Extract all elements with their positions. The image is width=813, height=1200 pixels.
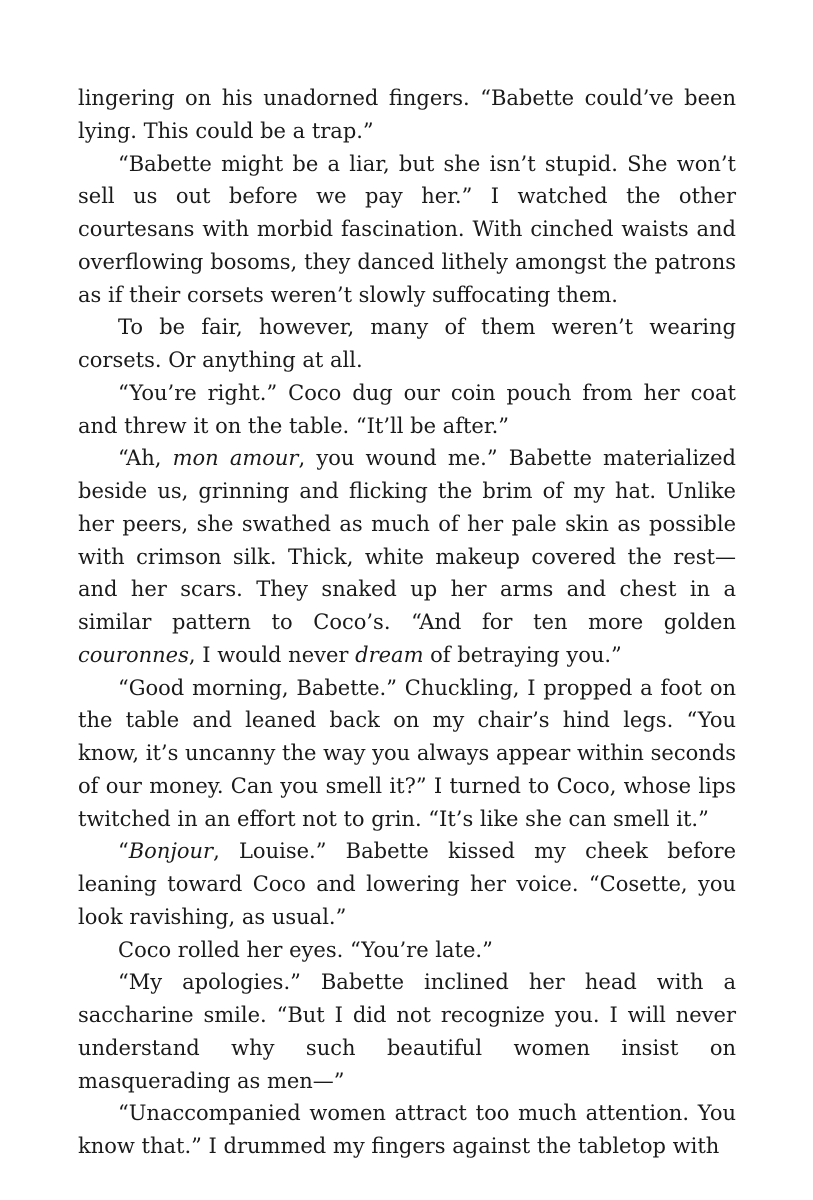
text-run: “Good morning, Babette.” Chuckling, I propped a foot on the table and leaned back on my chair’s hind legs. “You know, it’s uncanny the way you always appear within seconds of our money. Can you smell it?” I turned to Coco, whose lips twitched in an effort not to grin. “It’s like she can smell it.” — [78, 675, 736, 831]
paragraph — [78, 966, 736, 1097]
italic-text: mon amour — [172, 446, 299, 471]
text-run: “You’re right.” Coco dug our coin pouch from her coat and threw it on the table. “It’ll be after.” — [78, 380, 736, 438]
paragraph — [78, 148, 736, 312]
text-run: “Unaccompanied women attract too much attention. You know that.” I drummed my fingers against the tabletop with — [78, 1101, 736, 1158]
text-run: “Babette might be a liar, but she isn’t stupid. She won’t sell us out before we pay her.” I watched the other courtesans with morbid fascination. With cinched waists and overflowing bosoms, they danced lithely amongst the patrons as if their corsets weren’t slowly suffocating them. — [78, 151, 736, 307]
text-run: , I would never — [188, 642, 356, 667]
paragraph — [78, 934, 736, 967]
text-run: “ — [118, 839, 129, 864]
paragraph — [78, 377, 736, 443]
text-run: “Ah, — [118, 446, 173, 471]
paragraph — [78, 442, 736, 671]
text-run: Coco rolled her eyes. “You’re late.” — [118, 937, 493, 962]
text-run: , you wound me.” Babette materialized beside us, grinning and flicking the brim of my hat. Unlike her peers, she swathed as much of her pale skin as possible with crimson silk. Thick, white makeup covered the rest—and her scars. They snaked up her arms and chest in a similar pattern to Coco’s. “And for ten more golden — [78, 446, 736, 634]
paragraph — [78, 82, 736, 148]
text-run: “My apologies.” Babette inclined her head with a saccharine smile. “But I did not recognize you. I will never understand why such beautiful women insist on masquerading as men—” — [78, 970, 736, 1093]
text-run: lingering on his unadorned fingers. “Babette could’ve been lying. This could be a trap.” — [78, 86, 736, 143]
paragraph — [78, 311, 736, 377]
paragraph — [78, 1097, 736, 1163]
text-run: , Louise.” Babette kissed my cheek before leaning toward Coco and lowering her voice. “Cosette, you look ravishing, as usual.” — [78, 839, 736, 929]
page-body — [78, 82, 736, 1163]
paragraph — [78, 672, 736, 836]
italic-text: couronnes — [78, 642, 189, 667]
italic-text: dream — [355, 642, 424, 667]
paragraph — [78, 835, 736, 933]
italic-text: Bonjour — [128, 839, 214, 864]
text-run: of betraying you.” — [423, 642, 622, 667]
text-run: To be fair, however, many of them weren’t wearing corsets. Or anything at all. — [78, 315, 736, 372]
